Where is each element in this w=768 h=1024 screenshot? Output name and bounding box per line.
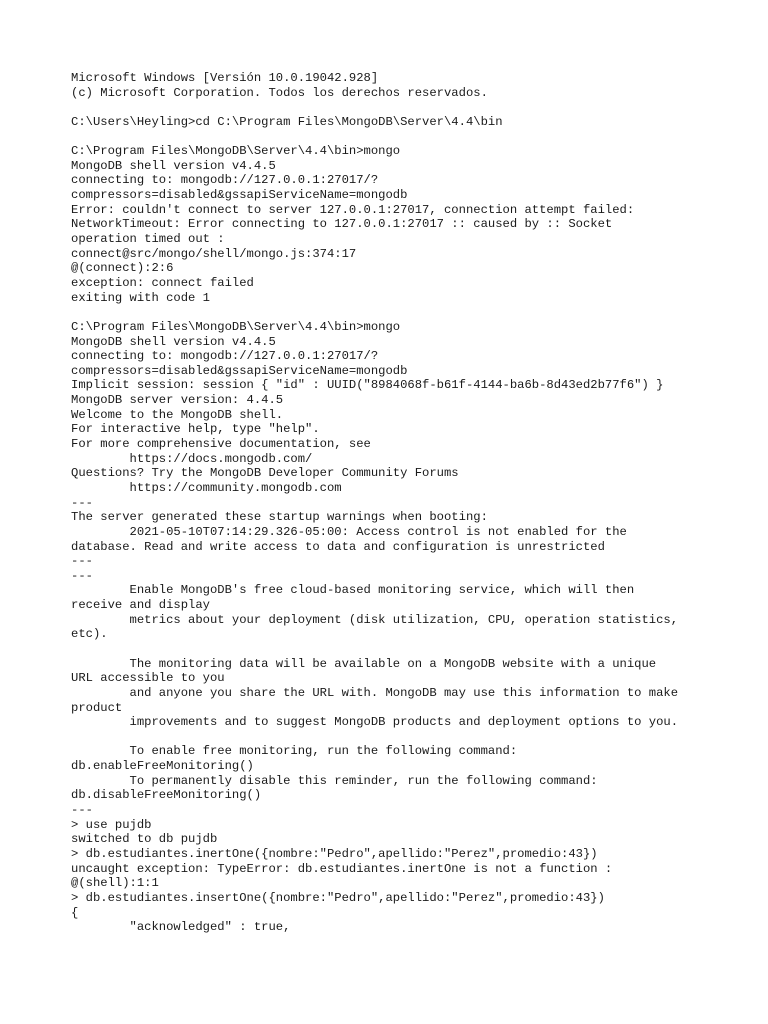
console-line: MongoDB shell version v4.4.5 <box>71 158 276 173</box>
console-line: Implicit session: session { "id" : UUID("8984068f-b61f-4144-ba6b-8d43ed2b77f6") } <box>71 378 664 393</box>
console-line: > db.estudiantes.inertOne({nombre:"Pedro",apellido:"Perez",promedio:43}) <box>71 846 598 861</box>
blank-line <box>71 305 721 320</box>
console-line: Welcome to the MongoDB shell. <box>71 407 284 422</box>
console-line: connect@src/mongo/shell/mongo.js:374:17 <box>71 246 357 261</box>
console-transcript <box>71 71 721 935</box>
console-line: (c) Microsoft Corporation. Todos los derechos reservados. <box>71 85 488 100</box>
console-line: > use pujdb <box>71 817 152 832</box>
console-line: db.disableFreeMonitoring() <box>71 788 262 803</box>
console-line: @(shell):1:1 <box>71 876 159 891</box>
console-line: --- <box>71 803 93 818</box>
console-line: Microsoft Windows [Versión 10.0.19042.928] <box>71 71 379 85</box>
console-line: uncaught exception: TypeError: db.estudiantes.inertOne is not a function : <box>71 861 613 876</box>
console-line: NetworkTimeout: Error connecting to 127.0.0.1:27017 :: caused by :: Socket <box>71 217 613 232</box>
blank-line <box>71 100 721 115</box>
console-line: @(connect):2:6 <box>71 261 174 276</box>
console-line: The monitoring data will be available on a MongoDB website with a unique <box>71 656 657 671</box>
console-line: exiting with code 1 <box>71 290 210 305</box>
console-line: db.enableFreeMonitoring() <box>71 759 254 774</box>
console-line: C:\Program Files\MongoDB\Server\4.4\bin>mongo <box>71 144 401 159</box>
console-line: connecting to: mongodb://127.0.0.1:27017/? <box>71 349 379 364</box>
console-line: switched to db pujdb <box>71 832 218 847</box>
console-line: The server generated these startup warnings when booting: <box>71 510 488 525</box>
console-line: { <box>71 905 79 920</box>
console-line: For interactive help, type "help". <box>71 422 320 437</box>
console-line: operation timed out : <box>71 232 225 247</box>
console-line: exception: connect failed <box>71 275 254 290</box>
console-line: Enable MongoDB's free cloud-based monitoring service, which will then <box>71 583 635 598</box>
console-line: compressors=disabled&gssapiServiceName=mongodb <box>71 188 408 203</box>
blank-line <box>71 730 721 745</box>
console-line: database. Read and write access to data and configuration is unrestricted <box>71 539 605 554</box>
console-line: etc). <box>71 627 108 642</box>
console-line: connecting to: mongodb://127.0.0.1:27017/? <box>71 173 379 188</box>
console-line: Questions? Try the MongoDB Developer Community Forums <box>71 466 459 481</box>
console-line: compressors=disabled&gssapiServiceName=mongodb <box>71 363 408 378</box>
console-line: MongoDB server version: 4.4.5 <box>71 393 284 408</box>
console-line: receive and display <box>71 598 210 613</box>
console-line: https://community.mongodb.com <box>71 480 342 495</box>
console-line: > db.estudiantes.insertOne({nombre:"Pedro",apellido:"Perez",promedio:43}) <box>71 890 605 905</box>
console-line: Error: couldn't connect to server 127.0.0.1:27017, connection attempt failed: <box>71 202 635 217</box>
blank-line <box>71 130 721 145</box>
blank-line <box>71 642 721 657</box>
console-line: product <box>71 700 123 715</box>
console-line: 2021-05-10T07:14:29.326-05:00: Access control is not enabled for the <box>71 524 627 539</box>
console-line: C:\Users\Heyling>cd C:\Program Files\MongoDB\Server\4.4\bin <box>71 114 503 129</box>
console-line: metrics about your deployment (disk utilization, CPU, operation statistics, <box>71 612 679 627</box>
console-line: C:\Program Files\MongoDB\Server\4.4\bin>mongo <box>71 319 401 334</box>
console-line: https://docs.mongodb.com/ <box>71 451 313 466</box>
console-line: --- <box>71 568 93 583</box>
console-line: MongoDB shell version v4.4.5 <box>71 334 276 349</box>
console-line: To enable free monitoring, run the following command: <box>71 744 518 759</box>
console-line: and anyone you share the URL with. MongoDB may use this information to make <box>71 685 679 700</box>
console-line: To permanently disable this reminder, run the following command: <box>71 773 598 788</box>
console-line: For more comprehensive documentation, see <box>71 437 371 452</box>
console-line: improvements and to suggest MongoDB products and deployment options to you. <box>71 715 679 730</box>
console-line: --- <box>71 495 93 510</box>
console-line: URL accessible to you <box>71 671 225 686</box>
console-line: --- <box>71 554 93 569</box>
console-line: "acknowledged" : true, <box>71 920 291 935</box>
